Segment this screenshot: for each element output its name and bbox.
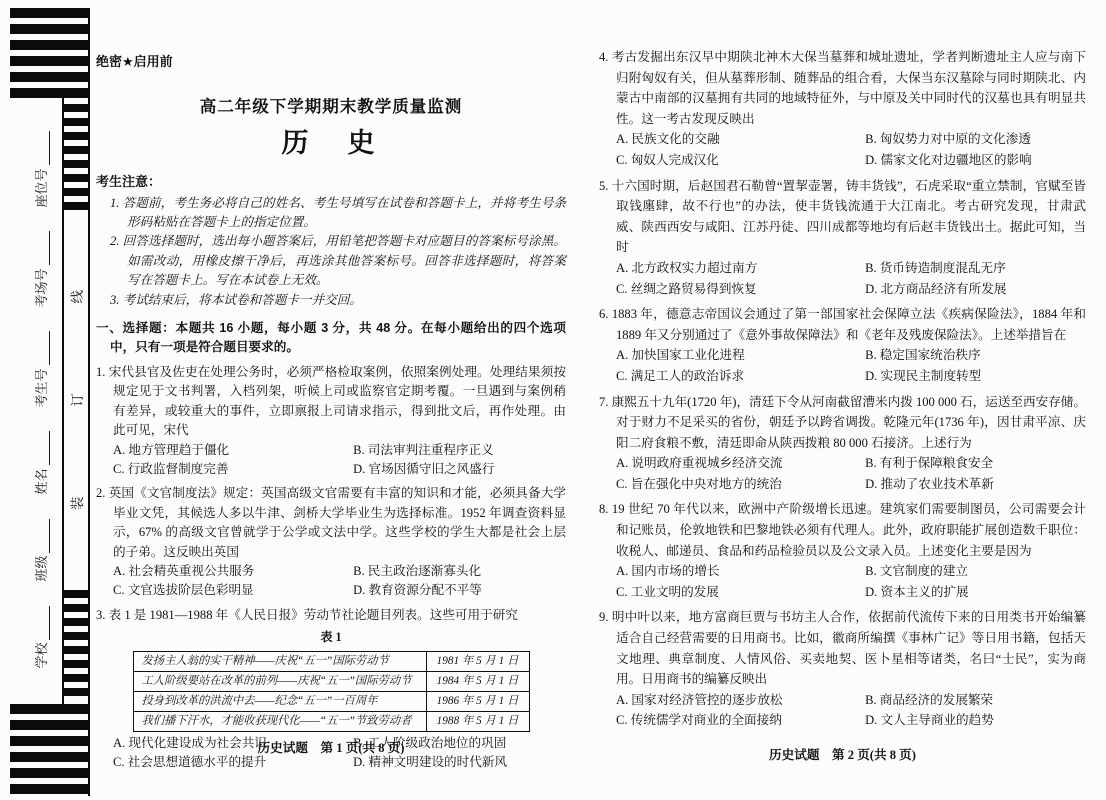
candidate-notices [96,194,566,310]
question-2 [96,484,566,600]
subject-title: 历 史 [281,127,381,158]
question-4-option-b: B. 匈奴势力对中原的文化渗透 [865,132,1031,147]
question-9-option-d: D. 文人主导商业的趋势 [865,713,994,728]
school-label: 学校 [33,642,49,669]
question-1-option-d: D. 官场因循守旧之风盛行 [353,461,495,476]
binding-label-xian: 线 [70,290,85,304]
question-1 [96,363,566,479]
question-7-option-a: A. 说明政府重视城乡经济交流 [616,456,783,471]
question-3-option-d: D. 精神文明建设的时代新风 [353,754,508,769]
exam-title: 高二年级下学期期末教学质量监测 [199,97,463,117]
question-8-stem: 8. 19 世纪 70 年代以来，欧洲中产阶级增长迅速。建筑家们需要制图员，公司需要会计和记账员，伦敦地铁和巴黎地铁必须有代理人。此外，政府职能扩展创造数千职位：收税人、邮递员、食品和药品检验员以及公文录入员。上述变化主要是因为 [599,502,1086,558]
registration-bars-top-left [10,8,88,104]
notice-item-3: 3. 考试结束后，将本试卷和答题卡一并交回。 [110,292,362,307]
question-3-option-b: B. 工人阶级政治地位的巩固 [353,735,507,750]
table-1-row-1-title: 发扬主人翁的实干精神——庆祝“五一”国际劳动节 [133,651,426,671]
table-1 [133,651,530,732]
exam-room-blank-line [35,231,50,265]
question-1-option-c: C. 行政监督制度完善 [113,461,229,476]
question-7-option-b: B. 有利于保障粮食安全 [865,456,994,471]
name-field [31,432,50,495]
name-label: 姓名 [33,468,49,495]
question-2-option-c: C. 文官选拔阶层色彩明显 [113,583,254,598]
question-6-option-d: D. 实现民主制度转型 [865,368,982,383]
question-8-option-a: A. 国内市场的增长 [616,564,720,579]
binding-label-ding: 订 [70,393,85,407]
question-7-option-c: C. 旨在强化中央对地方的统治 [616,476,782,491]
question-1-option-b: B. 司法审判注重程序正义 [353,442,494,457]
question-5-option-b: B. 货币铸造制度混乱无序 [865,260,1006,275]
binding-line-labels [66,290,86,510]
question-5-option-d: D. 北方商品经济有所发展 [865,281,1007,296]
question-9 [599,607,1086,731]
question-4-stem: 4. 考古发掘出东汉早中期陕北神木大保当墓葬和城址遗址，学者判断遗址主人应与南下归附匈奴有关，但从墓葬形制、随葬品的组合看，大保当东汉墓除与同时期陕北、内蒙古中南部的汉墓拥有共同的地域特征外，与中原及关中同时代的汉墓也具有明显共性。这一考古发现反映出 [599,50,1086,126]
question-4-option-d: D. 儒家文化对边疆地区的影响 [865,152,1032,167]
exam-room-label: 考场号 [33,268,49,308]
question-6-options [599,345,1086,386]
seat-number-blank-line [35,131,50,165]
class-field [31,519,50,582]
school-blank-line [35,606,50,640]
question-3-option-c: C. 社会思想道德水平的提升 [113,754,267,769]
question-2-options [96,562,566,601]
question-5-stem: 5. 十六国时期，后赵国君石勒曾“置挈壶署，铸丰货钱”，石虎采取“重立禁制，官赋至皆取钱廛肆，故不行也”的办法，使丰货钱流通于大江南北。考古研究发现，甘肃武威、陕西西安与咸阳、江苏丹徒、四川成都等地均有后赵丰货钱出土。据此可知，当时 [599,178,1086,255]
class-blank-line [35,519,50,553]
question-9-options [599,690,1086,731]
table-row [133,691,529,711]
exam-room-field [31,231,50,307]
page-1-column [96,52,566,772]
question-1-stem: 1. 宋代县官及佐吏在处理公务时，必须严格检取案例，依照案例处理。处理结果须按规定见于文书判署，入档列架，听候上司或监察官定期考覆。一旦遇到与案例稍有差异，或较重大的事件，立即禀报上司请求指示，得到批文后，再作处理。由此可见，宋代 [96,364,566,438]
candidate-notice-title: 考生注意： [96,174,162,190]
question-3-option-a: A. 现代化建设成为社会共识 [113,735,267,750]
question-5-option-c: C. 丝绸之路贸易得到恢复 [616,281,757,296]
question-4-options [599,129,1086,170]
table-1-row-3-title: 投身到改革的洪流中去——纪念“五一”一百周年 [133,691,426,711]
question-6-option-a: A. 加快国家工业化进程 [616,348,745,363]
page-2-column [599,47,1086,731]
page-1-footer: 历史试题 第 1 页(共 8 页) [257,741,405,755]
question-7-options [599,453,1086,494]
question-6 [599,304,1086,386]
section-1-header: 一、选择题：本题共 16 小题，每小题 3 分，共 48 分。在每小题给出的四个选项中，只有一项是符合题目要求的。 [96,321,566,355]
candidate-number-blank-line [35,331,50,365]
question-9-stem: 9. 明中叶以来，地方富商巨贾与书坊主人合作，依据前代流传下来的日用类书开始编纂适合自己经营需要的日用商书。比如，徽商所编撰《事林广记》等日用书籍，包括天文地理、典章制度、人情风俗、买卖地契、医卜星相等诸类，名曰“士民”，实为商用。日用商书的编纂反映出 [599,610,1086,687]
table-1-row-1-date: 1981 年 5 月 1 日 [426,651,529,671]
question-2-stem: 2. 英国《文官制度法》规定：英国高级文官需要有丰富的知识和才能，必须具备大学毕业文凭，其候选人多以牛津、剑桥大学毕业生为选择标准。1952 年调查资料显示，67% 的高级文官曾就学于公学或文法中学。这些学校的学生大都是社会上层的子弟。这反映出英国 [96,486,566,559]
table-1-row-4-date: 1988 年 5 月 1 日 [426,711,529,731]
page-2-footer: 历史试题 第 2 页(共 8 页) [769,748,916,762]
question-4-option-a: A. 民族文化的交融 [616,132,720,147]
table-row [133,671,529,691]
notice-item-1: 1. 答题前，考生务必将自己的姓名、考生号填写在试卷和答题卡上，并将考生号条形码粘贴在答题卡上的指定位置。 [110,195,566,230]
table-row [133,651,529,671]
question-4-option-c: C. 匈奴人完成汉化 [616,152,719,167]
candidate-number-field [31,331,50,407]
notice-item-2: 2. 回答选择题时，选出每小题答案后，用铅笔把答题卡对应题目的答案标号涂黑。如需改动，用橡皮擦干净后，再选涂其他答案标号。回答非选择题时，将答案写在答题卡上。写在本试卷上无效。 [110,234,566,288]
question-8-option-d: D. 资本主义的扩展 [865,584,969,599]
table-1-caption: 表 1 [320,630,342,645]
question-2-option-d: D. 教育资源分配不平等 [353,583,482,598]
question-8-option-b: B. 文官制度的建立 [865,564,968,579]
table-1-row-2-title: 工人阶级要站在改革的前列——庆祝“五一”国际劳动节 [133,671,426,691]
table-1-row-4-title: 我们播下汗水，才能收获现代化——“五一”节致劳动者 [133,711,426,731]
question-8-option-c: C. 工业文明的发展 [616,584,719,599]
registration-bars-top-inner [63,104,88,214]
question-5-option-a: A. 北方政权实力超过南方 [616,260,758,275]
question-9-option-c: C. 传统儒学对商业的全面接纳 [616,713,782,728]
student-info-fields [24,130,56,670]
binding-rule-inner [62,98,64,705]
question-2-option-a: A. 社会精英重视公共服务 [113,563,255,578]
school-field [31,606,50,669]
name-blank-line [35,432,50,466]
question-2-option-b: B. 民主政治逐渐寡头化 [353,563,482,578]
question-6-stem: 6. 1883 年，德意志帝国议会通过了第一部国家社会保障立法《疾病保险法》，1884 年和 1889 年又分别通过了《意外事故保障法》和《老年及残废保险法》。上述举措旨在 [599,307,1086,342]
question-1-options [96,441,566,480]
table-row [133,711,529,731]
question-6-option-b: B. 稳定国家统治秩序 [865,348,981,363]
question-5 [599,176,1086,300]
secrecy-notice: 绝密★启用前 [96,54,173,69]
question-3-stem: 3. 表 1 是 1981—1988 年《人民日报》劳动节社论题目列表。这些可用于研究 [96,607,518,622]
question-5-options [599,258,1086,299]
question-7 [599,392,1086,495]
table-1-row-2-date: 1984 年 5 月 1 日 [426,671,529,691]
registration-bars-bottom-inner [63,590,88,700]
question-9-option-a: A. 国家对经济管控的逐步放松 [616,692,783,707]
seat-number-label: 座位号 [33,168,49,208]
candidate-number-label: 考生号 [33,368,49,408]
question-9-option-b: B. 商品经济的发展繁荣 [865,692,994,707]
registration-bars-bottom-left [10,704,88,800]
class-label: 班级 [33,555,49,582]
seat-number-field [31,131,50,207]
question-6-option-c: C. 满足工人的政治诉求 [616,368,745,383]
question-7-stem: 7. 康熙五十九年(1720 年)，清廷下令从河南截留漕米内拨 100 000 石，运送至西安存储。对于财力不足采买的省份，朝廷予以跨省调拨。乾隆元年(1736 年)，因甘肃平凉、庆阳二府食粮不敷，清廷即命从陕西拨粮 80 000 石接济。上述行为 [599,394,1086,450]
question-4 [599,47,1086,171]
table-1-row-3-date: 1986 年 5 月 1 日 [426,691,529,711]
binding-label-zhuang: 装 [70,496,85,510]
question-1-option-a: A. 地方管理趋于僵化 [113,442,230,457]
question-8-options [599,561,1086,602]
question-7-option-d: D. 推动了农业技术革新 [865,476,994,491]
question-8 [599,499,1086,602]
binding-rule-outer [88,8,90,796]
